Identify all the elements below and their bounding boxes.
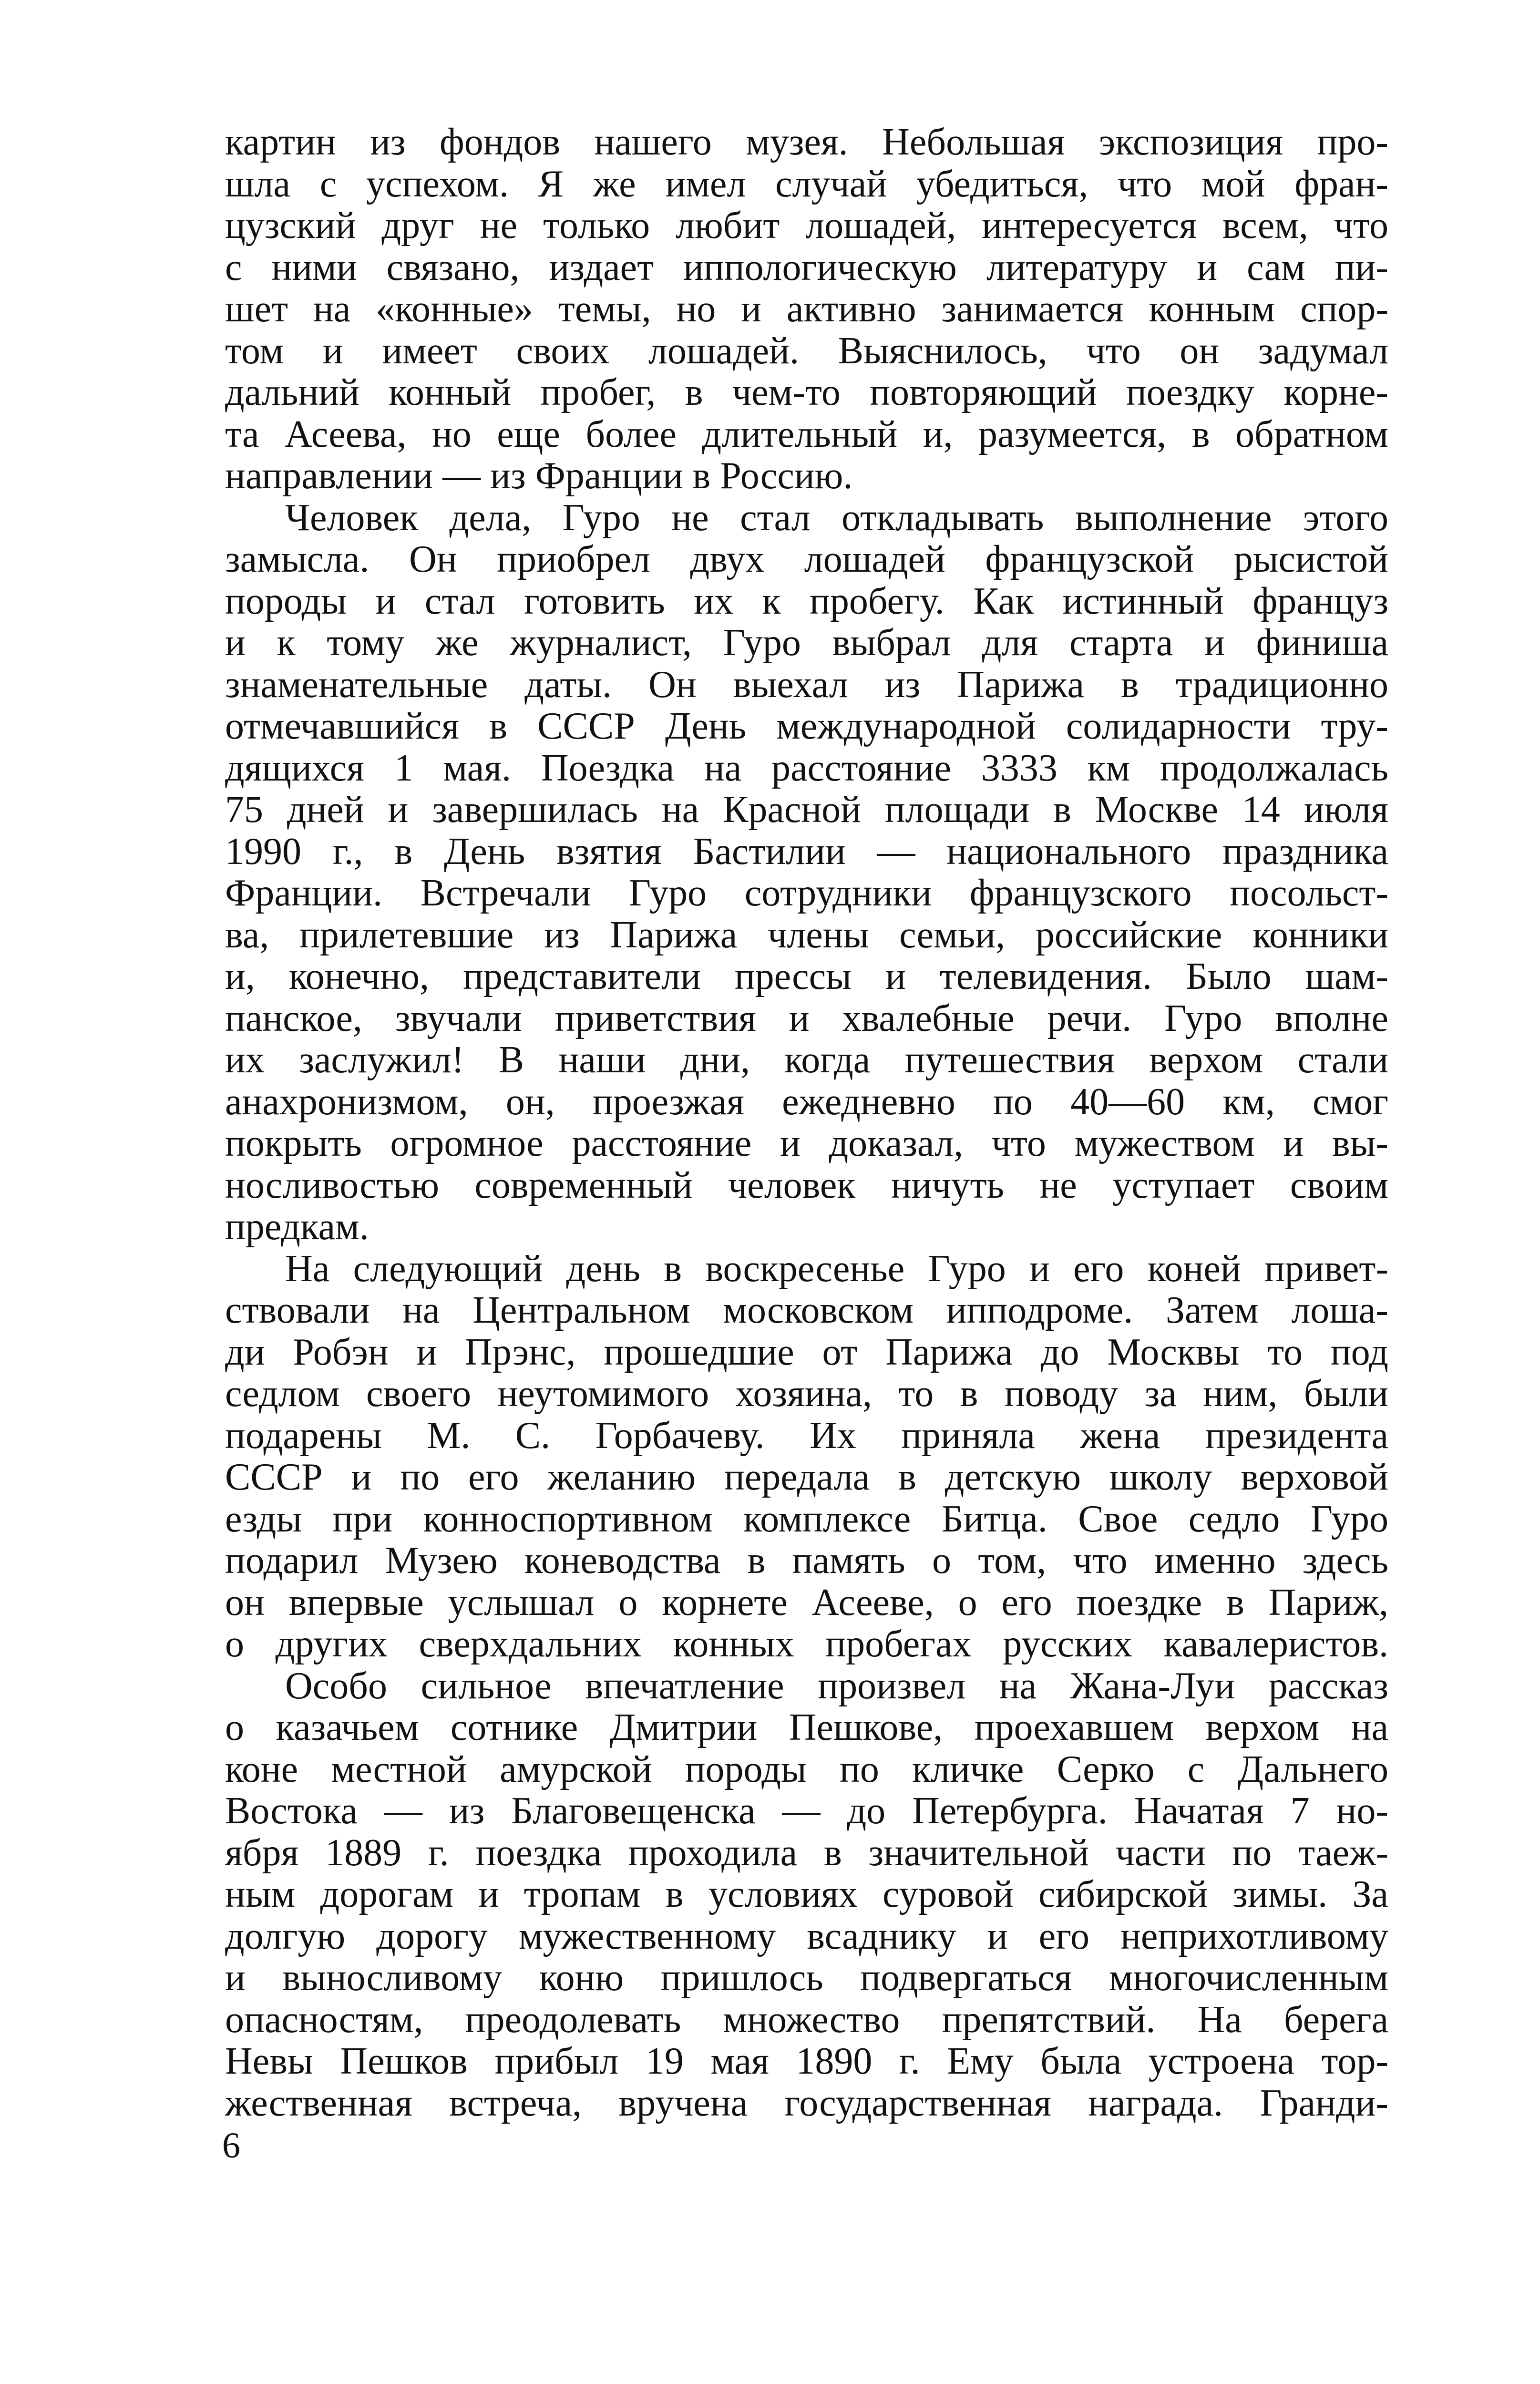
text-line: дящихся 1 мая. Поездка на расстояние 3333 км продолжалась	[225, 747, 1388, 789]
paragraph-1	[225, 122, 1388, 497]
text-line: о других сверхдальних конных пробегах русских кавалеристов.	[225, 1623, 1388, 1665]
text-line: анахронизмом, он, проезжая ежедневно по 40—60 км, смог	[225, 1080, 1388, 1123]
text-line: направлении — из Франции в Россию.	[225, 455, 853, 497]
text-line: знаменательные даты. Он выехал из Парижа в традиционно	[225, 663, 1388, 706]
text-line: езды при конноспортивном комплексе Битца. Свое седло Гуро	[225, 1498, 1388, 1540]
text-line: ным дорогам и тропам в условиях суровой сибирской зимы. За	[225, 1873, 1388, 1915]
text-line: Невы Пешков прибыл 19 мая 1890 г. Ему была устроена тор-	[225, 2040, 1388, 2082]
text-line: 75 дней и завершилась на Красной площади в Москве 14 июля	[225, 789, 1388, 831]
text-line: седлом своего неутомимого хозяина, то в поводу за ним, были	[225, 1373, 1388, 1415]
text-line: и выносливому коню пришлось подвергаться многочисленным	[225, 1957, 1388, 1999]
text-line: На следующий день в воскресенье Гуро и его коней привет-	[285, 1247, 1388, 1290]
text-line: Человек дела, Гуро не стал откладывать выполнение этого	[285, 496, 1388, 539]
paragraph-3	[225, 1248, 1388, 1665]
text-line: о казачьем сотнике Дмитрии Пешкове, проехавшем верхом на	[225, 1706, 1388, 1748]
text-line: шла с успехом. Я же имел случай убедиться, что мой фран-	[225, 163, 1388, 205]
text-line: Особо сильное впечатление произвел на Жана-Луи рассказ	[285, 1665, 1388, 1707]
text-line: подарил Музею коневодства в память о том, что именно здесь	[225, 1540, 1388, 1582]
paragraph-2	[225, 497, 1388, 1248]
text-line: СССР и по его желанию передала в детскую школу верховой	[225, 1456, 1388, 1498]
text-line: покрыть огромное расстояние и доказал, что мужеством и вы-	[225, 1122, 1388, 1164]
text-line: подарены М. С. Горбачеву. Их приняла жена президента	[225, 1414, 1388, 1457]
text-line: картин из фондов нашего музея. Небольшая экспозиция про-	[225, 121, 1388, 163]
text-line: долгую дорогу мужественному всаднику и его неприхотливому	[225, 1915, 1388, 1957]
text-line: опасностям, преодолевать множество препятствий. На берега	[225, 1998, 1388, 2041]
text-line: ствовали на Центральном московском ипподроме. Затем лоша-	[225, 1289, 1388, 1331]
text-line: с ними связано, издает иппологическую литературу и сам пи-	[225, 246, 1388, 288]
text-line: и к тому же журналист, Гуро выбрал для старта и финиша	[225, 622, 1388, 664]
text-line: дальний конный пробег, в чем-то повторяющий поездку корне-	[225, 371, 1388, 413]
text-line: коне местной амурской породы по кличке Серко с Дальнего	[225, 1748, 1388, 1790]
text-line: Востока — из Благовещенска — до Петербурга. Начатая 7 но-	[225, 1790, 1388, 1832]
body-text	[225, 122, 1388, 2124]
text-line: их заслужил! В наши дни, когда путешествия верхом стали	[225, 1039, 1388, 1081]
text-line: Франции. Встречали Гуро сотрудники французского посольст-	[225, 872, 1388, 914]
text-line: отмечавшийся в СССР День международной солидарности тру-	[225, 705, 1388, 747]
text-line: он впервые услышал о корнете Асееве, о его поездке в Париж,	[225, 1581, 1388, 1624]
text-line: том и имеет своих лошадей. Выяснилось, что он задумал	[225, 329, 1388, 372]
text-line: ди Робэн и Прэнс, прошедшие от Парижа до Москвы то под	[225, 1331, 1388, 1373]
text-line: жественная встреча, вручена государственная награда. Гранди-	[225, 2082, 1388, 2124]
text-line: породы и стал готовить их к пробегу. Как истинный француз	[225, 580, 1388, 622]
text-line: ября 1889 г. поездка проходила в значительной части по таеж-	[225, 1831, 1388, 1874]
paragraph-4	[225, 1665, 1388, 2125]
text-line: цузский друг не только любит лошадей, интересуется всем, что	[225, 205, 1388, 247]
text-line: та Асеева, но еще более длительный и, разумеется, в обратном	[225, 413, 1388, 455]
text-line: ва, прилетевшие из Парижа члены семьи, российские конники	[225, 914, 1388, 956]
text-line: шет на «конные» темы, но и активно занимается конным спор-	[225, 288, 1388, 330]
text-line: носливостью современный человек ничуть не уступает своим	[225, 1164, 1388, 1206]
text-line: замысла. Он приобрел двух лошадей французской рысистой	[225, 538, 1388, 580]
text-line: панское, звучали приветствия и хвалебные речи. Гуро вполне	[225, 997, 1388, 1039]
page-number: 6	[222, 2126, 240, 2166]
text-line: и, конечно, представители прессы и телевидения. Было шам-	[225, 956, 1388, 997]
text-line: 1990 г., в День взятия Бастилии — национального праздника	[225, 830, 1388, 873]
text-line: предкам.	[225, 1206, 369, 1248]
